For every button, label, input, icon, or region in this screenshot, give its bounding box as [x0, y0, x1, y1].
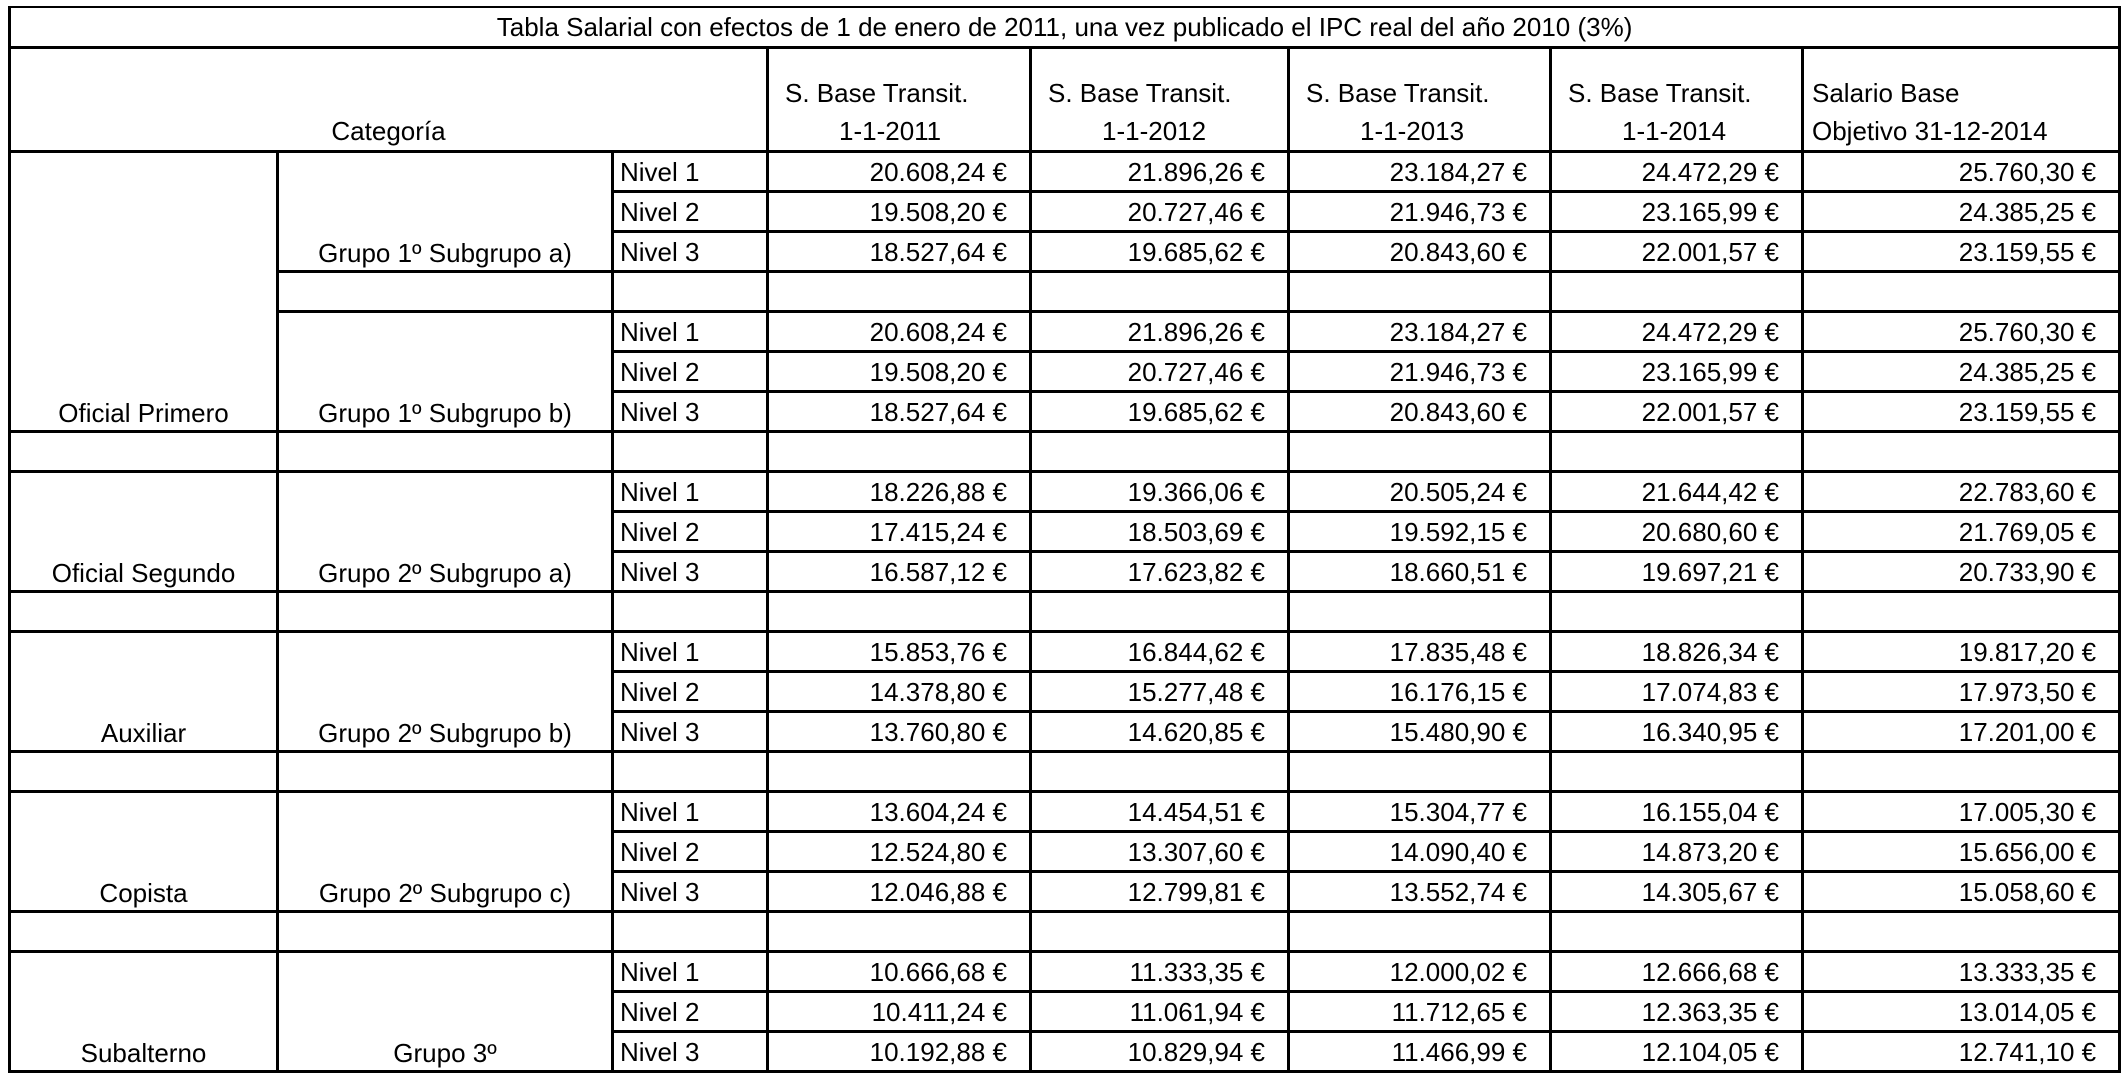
blank-cell [768, 272, 1031, 312]
header-col-date: 1-1-2014 [1622, 116, 1727, 146]
blank-cell [1289, 272, 1551, 312]
category-cell: Oficial Primero [10, 152, 278, 432]
salary-table [8, 6, 2121, 1073]
salary-cell: 13.307,60 € [1031, 832, 1289, 872]
salary-cell: 10.192,88 € [768, 1032, 1031, 1072]
level-cell: Nivel 2 [613, 192, 768, 232]
blank-cell [1551, 912, 1803, 952]
blank-cell [1031, 432, 1289, 472]
salary-cell: 10.411,24 € [768, 992, 1031, 1032]
level-cell: Nivel 3 [613, 1032, 768, 1072]
salary-cell: 23.184,27 € [1289, 312, 1551, 352]
salary-cell: 21.896,26 € [1031, 152, 1289, 192]
salary-cell: 14.620,85 € [1031, 712, 1289, 752]
spacer-row [10, 592, 2120, 632]
category-cell: Auxiliar [10, 632, 278, 752]
header-col-label: Salario Base [1812, 78, 1960, 108]
blank-cell [278, 592, 613, 632]
blank-cell [613, 912, 768, 952]
header-col-date: 1-1-2011 [839, 116, 942, 146]
blank-cell [1803, 912, 2120, 952]
salary-cell: 18.503,69 € [1031, 512, 1289, 552]
group-cell: Grupo 2º Subgrupo b) [278, 632, 613, 752]
salary-cell: 18.226,88 € [768, 472, 1031, 512]
blank-cell [10, 912, 278, 952]
salary-cell: 19.366,06 € [1031, 472, 1289, 512]
blank-cell [278, 752, 613, 792]
salary-cell: 15.058,60 € [1803, 872, 2120, 912]
salary-cell: 14.454,51 € [1031, 792, 1289, 832]
table-row [10, 152, 2120, 192]
salary-cell: 20.608,24 € [768, 152, 1031, 192]
salary-cell: 11.466,99 € [1289, 1032, 1551, 1072]
header-col-date: Objetivo 31-12-2014 [1812, 116, 2048, 146]
category-cell: Copista [10, 792, 278, 912]
salary-cell: 24.472,29 € [1551, 312, 1803, 352]
level-cell: Nivel 3 [613, 232, 768, 272]
spacer-row [10, 752, 2120, 792]
header-col-label: S. Base Transit. [1048, 78, 1232, 108]
header-col-label: S. Base Transit. [1568, 78, 1752, 108]
group-cell: Grupo 2º Subgrupo c) [278, 792, 613, 912]
level-cell: Nivel 2 [613, 672, 768, 712]
salary-cell: 12.799,81 € [1031, 872, 1289, 912]
level-cell: Nivel 2 [613, 832, 768, 872]
salary-cell: 14.378,80 € [768, 672, 1031, 712]
salary-cell: 19.685,62 € [1031, 392, 1289, 432]
blank-cell [613, 592, 768, 632]
table-row [10, 632, 2120, 672]
salary-cell: 17.201,00 € [1803, 712, 2120, 752]
blank-cell [768, 912, 1031, 952]
header-col-2012 [1031, 48, 1289, 152]
blank-cell [278, 912, 613, 952]
salary-cell: 17.005,30 € [1803, 792, 2120, 832]
blank-cell [1803, 272, 2120, 312]
salary-cell: 20.843,60 € [1289, 232, 1551, 272]
blank-cell [1803, 432, 2120, 472]
salary-cell: 18.527,64 € [768, 392, 1031, 432]
salary-cell: 16.340,95 € [1551, 712, 1803, 752]
salary-cell: 16.155,04 € [1551, 792, 1803, 832]
salary-cell: 17.415,24 € [768, 512, 1031, 552]
header-col-2014 [1551, 48, 1803, 152]
salary-cell: 10.829,94 € [1031, 1032, 1289, 1072]
salary-cell: 12.524,80 € [768, 832, 1031, 872]
salary-cell: 15.277,48 € [1031, 672, 1289, 712]
salary-cell: 20.505,24 € [1289, 472, 1551, 512]
level-cell: Nivel 2 [613, 992, 768, 1032]
salary-cell: 13.760,80 € [768, 712, 1031, 752]
salary-cell: 19.592,15 € [1289, 512, 1551, 552]
salary-cell: 21.946,73 € [1289, 192, 1551, 232]
salary-cell: 11.333,35 € [1031, 952, 1289, 992]
salary-cell: 22.783,60 € [1803, 472, 2120, 512]
salary-cell: 21.896,26 € [1031, 312, 1289, 352]
salary-cell: 16.587,12 € [768, 552, 1031, 592]
level-cell: Nivel 3 [613, 872, 768, 912]
salary-cell: 10.666,68 € [768, 952, 1031, 992]
level-cell: Nivel 1 [613, 952, 768, 992]
level-cell: Nivel 3 [613, 712, 768, 752]
header-col-2011 [768, 48, 1031, 152]
salary-cell: 20.727,46 € [1031, 192, 1289, 232]
header-col-label: S. Base Transit. [1306, 78, 1490, 108]
blank-cell [1031, 752, 1289, 792]
salary-cell: 19.817,20 € [1803, 632, 2120, 672]
table-title: Tabla Salarial con efectos de 1 de enero de 2011, una vez publicado el IPC real del año 2010 (3%) [10, 7, 2120, 48]
salary-cell: 15.656,00 € [1803, 832, 2120, 872]
salary-cell: 13.552,74 € [1289, 872, 1551, 912]
salary-cell: 17.074,83 € [1551, 672, 1803, 712]
blank-cell [278, 272, 613, 312]
blank-cell [1551, 272, 1803, 312]
blank-cell [1551, 432, 1803, 472]
group-cell: Grupo 1º Subgrupo b) [278, 312, 613, 432]
salary-cell: 17.973,50 € [1803, 672, 2120, 712]
salary-cell: 17.623,82 € [1031, 552, 1289, 592]
header-col-2013 [1289, 48, 1551, 152]
header-col-objetivo [1803, 48, 2120, 152]
salary-cell: 15.304,77 € [1289, 792, 1551, 832]
blank-cell [1031, 912, 1289, 952]
header-col-date: 1-1-2012 [1102, 116, 1207, 146]
blank-cell [1551, 752, 1803, 792]
salary-cell: 20.733,90 € [1803, 552, 2120, 592]
table-row [10, 952, 2120, 992]
salary-cell: 20.680,60 € [1551, 512, 1803, 552]
salary-cell: 14.090,40 € [1289, 832, 1551, 872]
salary-cell: 18.527,64 € [768, 232, 1031, 272]
blank-cell [1289, 592, 1551, 632]
level-cell: Nivel 2 [613, 512, 768, 552]
level-cell: Nivel 1 [613, 312, 768, 352]
salary-cell: 22.001,57 € [1551, 232, 1803, 272]
salary-cell: 23.159,55 € [1803, 392, 2120, 432]
salary-cell: 12.000,02 € [1289, 952, 1551, 992]
blank-cell [1289, 752, 1551, 792]
salary-cell: 12.104,05 € [1551, 1032, 1803, 1072]
group-cell: Grupo 2º Subgrupo a) [278, 472, 613, 592]
salary-cell: 23.159,55 € [1803, 232, 2120, 272]
blank-cell [1803, 592, 2120, 632]
blank-cell [768, 592, 1031, 632]
level-cell: Nivel 3 [613, 392, 768, 432]
salary-cell: 13.333,35 € [1803, 952, 2120, 992]
salary-cell: 12.666,68 € [1551, 952, 1803, 992]
header-categoria: Categoría [10, 48, 768, 152]
group-cell: Grupo 1º Subgrupo a) [278, 152, 613, 272]
blank-cell [613, 272, 768, 312]
salary-cell: 19.697,21 € [1551, 552, 1803, 592]
spacer-row [10, 912, 2120, 952]
salary-cell: 19.508,20 € [768, 192, 1031, 232]
salary-cell: 21.769,05 € [1803, 512, 2120, 552]
salary-cell: 12.363,35 € [1551, 992, 1803, 1032]
salary-cell: 13.014,05 € [1803, 992, 2120, 1032]
salary-cell: 23.165,99 € [1551, 192, 1803, 232]
salary-cell: 13.604,24 € [768, 792, 1031, 832]
blank-cell [1031, 272, 1289, 312]
blank-cell [278, 432, 613, 472]
salary-cell: 12.741,10 € [1803, 1032, 2120, 1072]
salary-cell: 18.826,34 € [1551, 632, 1803, 672]
salary-cell: 15.853,76 € [768, 632, 1031, 672]
salary-cell: 20.843,60 € [1289, 392, 1551, 432]
blank-cell [1551, 592, 1803, 632]
salary-cell: 22.001,57 € [1551, 392, 1803, 432]
salary-cell: 14.873,20 € [1551, 832, 1803, 872]
salary-cell: 24.385,25 € [1803, 192, 2120, 232]
salary-cell: 17.835,48 € [1289, 632, 1551, 672]
salary-cell: 23.184,27 € [1289, 152, 1551, 192]
header-col-label: S. Base Transit. [785, 78, 969, 108]
blank-cell [10, 752, 278, 792]
salary-cell: 21.644,42 € [1551, 472, 1803, 512]
salary-cell: 12.046,88 € [768, 872, 1031, 912]
salary-table-sheet [8, 6, 2118, 1084]
level-cell: Nivel 3 [613, 552, 768, 592]
blank-cell [10, 592, 278, 632]
blank-cell [1289, 912, 1551, 952]
salary-cell: 11.712,65 € [1289, 992, 1551, 1032]
salary-cell: 25.760,30 € [1803, 312, 2120, 352]
group-cell: Grupo 3º [278, 952, 613, 1072]
salary-cell: 15.480,90 € [1289, 712, 1551, 752]
level-cell: Nivel 1 [613, 632, 768, 672]
salary-cell: 19.508,20 € [768, 352, 1031, 392]
blank-cell [768, 752, 1031, 792]
blank-cell [1289, 432, 1551, 472]
spacer-row [10, 432, 2120, 472]
blank-cell [10, 432, 278, 472]
level-cell: Nivel 2 [613, 352, 768, 392]
salary-cell: 23.165,99 € [1551, 352, 1803, 392]
blank-cell [613, 752, 768, 792]
salary-cell: 24.472,29 € [1551, 152, 1803, 192]
level-cell: Nivel 1 [613, 792, 768, 832]
category-cell: Oficial Segundo [10, 472, 278, 592]
header-col-date: 1-1-2013 [1360, 116, 1465, 146]
table-row [10, 472, 2120, 512]
salary-cell: 18.660,51 € [1289, 552, 1551, 592]
salary-cell: 25.760,30 € [1803, 152, 2120, 192]
blank-cell [768, 432, 1031, 472]
blank-cell [1031, 592, 1289, 632]
salary-cell: 21.946,73 € [1289, 352, 1551, 392]
salary-cell: 20.727,46 € [1031, 352, 1289, 392]
salary-cell: 16.844,62 € [1031, 632, 1289, 672]
salary-cell: 11.061,94 € [1031, 992, 1289, 1032]
salary-cell: 14.305,67 € [1551, 872, 1803, 912]
category-cell: Subalterno [10, 952, 278, 1072]
table-row [10, 312, 2120, 352]
salary-cell: 24.385,25 € [1803, 352, 2120, 392]
table-row [10, 792, 2120, 832]
level-cell: Nivel 1 [613, 152, 768, 192]
salary-cell: 19.685,62 € [1031, 232, 1289, 272]
salary-cell: 20.608,24 € [768, 312, 1031, 352]
spacer-row [10, 272, 2120, 312]
blank-cell [1803, 752, 2120, 792]
salary-cell: 16.176,15 € [1289, 672, 1551, 712]
blank-cell [613, 432, 768, 472]
level-cell: Nivel 1 [613, 472, 768, 512]
